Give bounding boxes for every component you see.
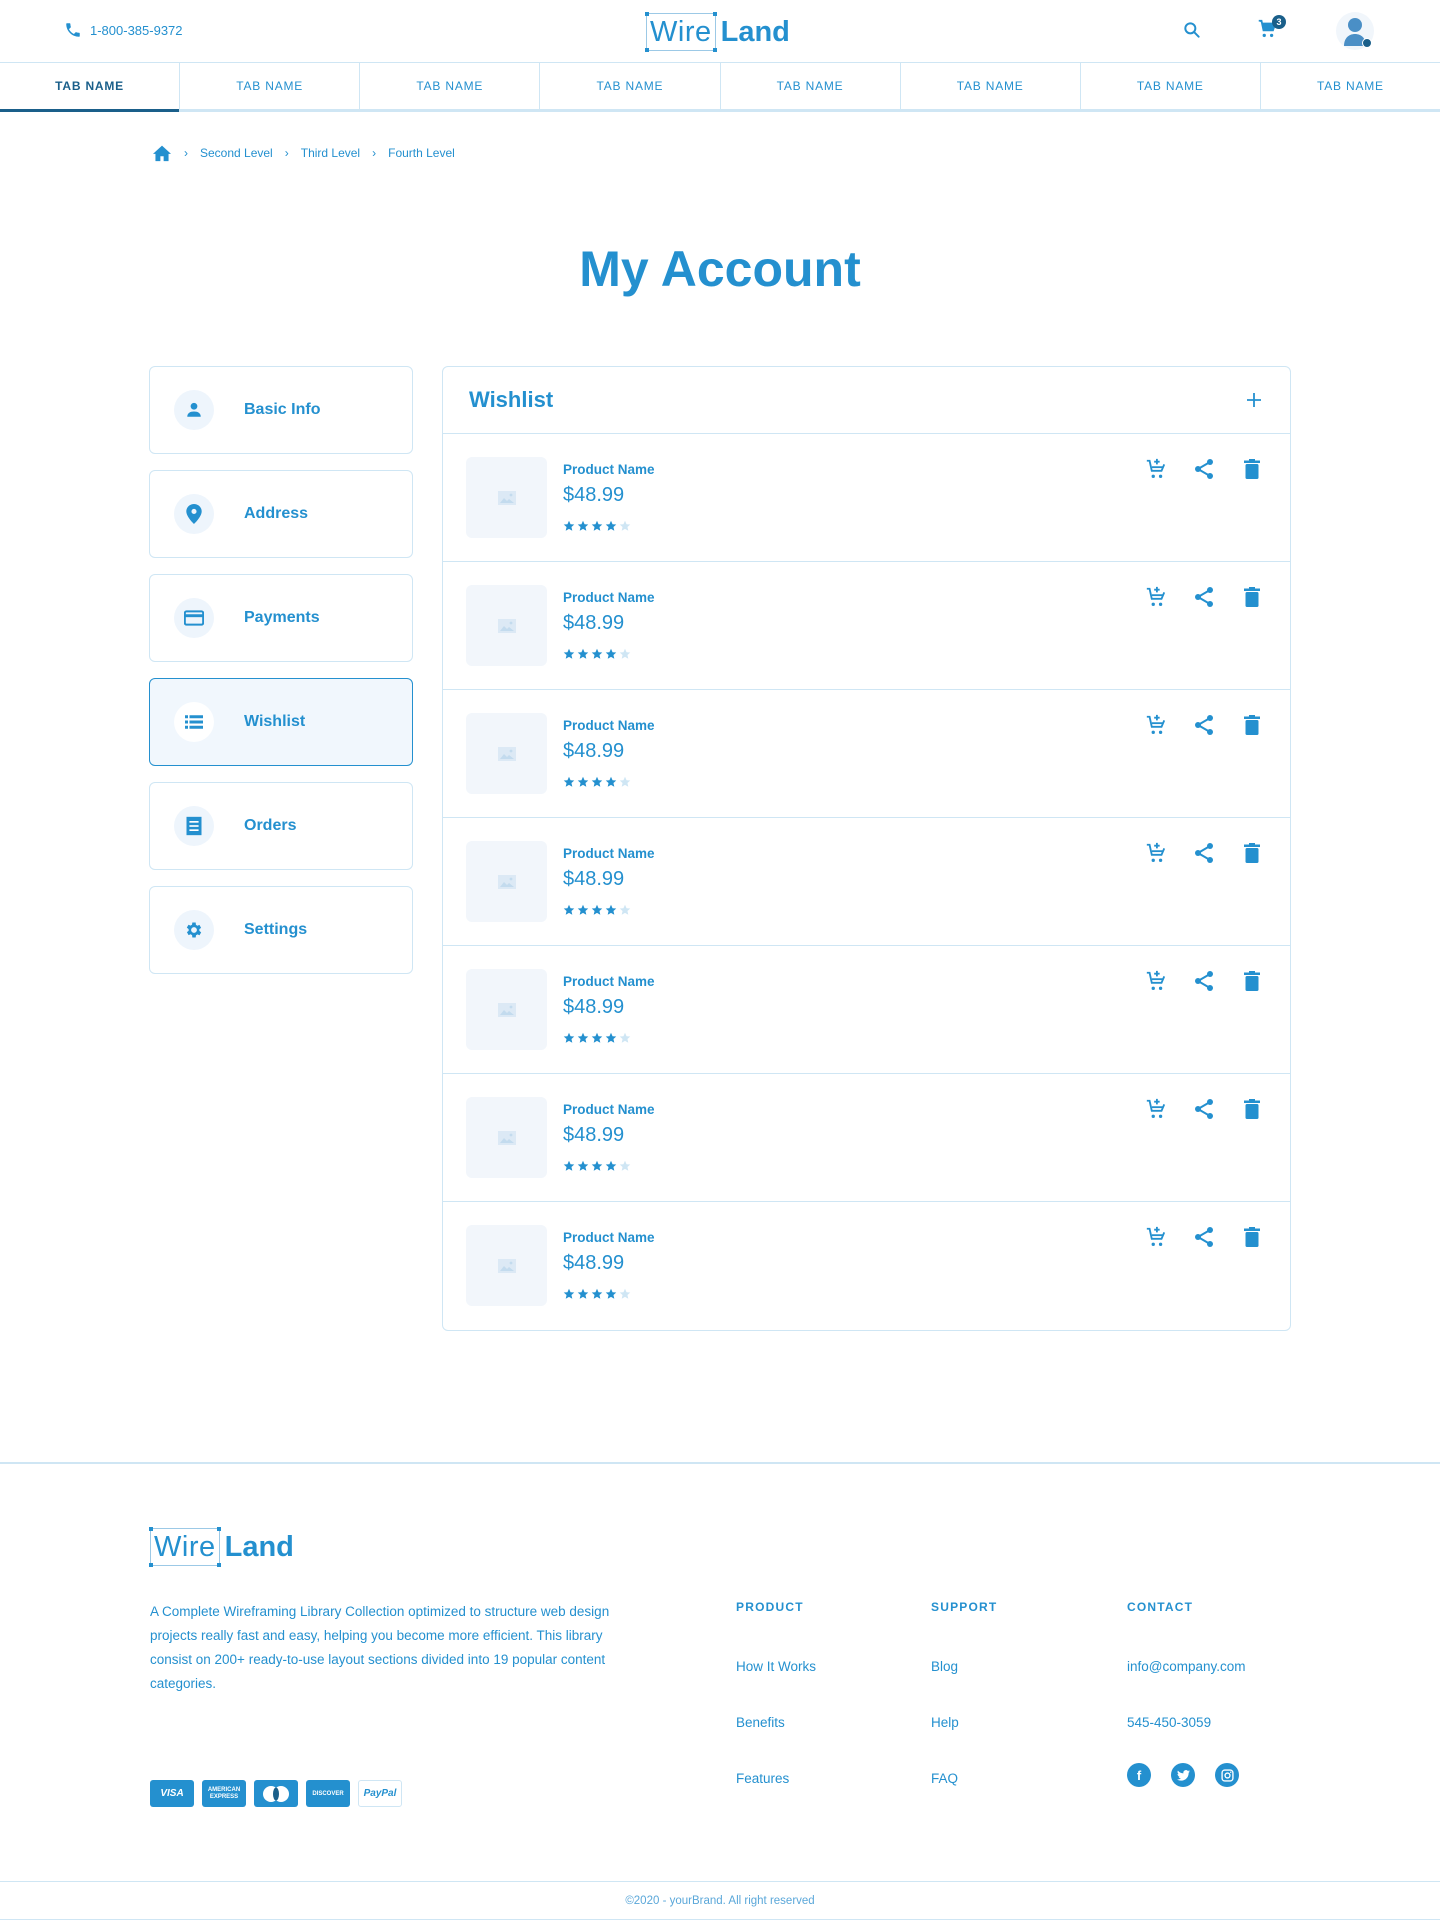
star-filled-icon bbox=[605, 647, 617, 665]
breadcrumb bbox=[152, 144, 455, 162]
star-filled-icon bbox=[577, 519, 589, 537]
star-empty-icon bbox=[619, 647, 631, 665]
star-filled-icon bbox=[563, 1287, 575, 1305]
page-title: My Account bbox=[579, 241, 861, 297]
home-icon[interactable] bbox=[152, 144, 172, 162]
product-name[interactable]: Product Name bbox=[563, 462, 655, 477]
image-icon bbox=[498, 1259, 516, 1273]
gear-icon bbox=[184, 920, 204, 940]
copyright: ©2020 - yourBrand. All right reserved bbox=[625, 1895, 815, 1907]
wishlist-header bbox=[443, 367, 1290, 434]
search-button[interactable] bbox=[1182, 20, 1202, 45]
delete-button[interactable] bbox=[1240, 713, 1264, 737]
footer-column-title: PRODUCT bbox=[736, 1600, 804, 1614]
footer-description: A Complete Wireframing Library Collection optimized to structure web design projects really fast and easy, helping you become more efficient. This library consist on 200+ ready-to-use layout sections divided into 19 popular content categories. bbox=[150, 1604, 610, 1691]
chevron-right-icon: › bbox=[184, 146, 188, 160]
footer-link-help[interactable]: Help bbox=[931, 1715, 959, 1730]
contact-email[interactable]: info@company.com bbox=[1127, 1659, 1246, 1674]
paypal-icon: PayPal bbox=[358, 1780, 402, 1807]
cart-add-icon bbox=[1145, 714, 1167, 736]
tab-8[interactable]: TAB NAME bbox=[1317, 79, 1384, 93]
product-name[interactable]: Product Name bbox=[563, 974, 655, 989]
footer-column-title: CONTACT bbox=[1127, 1600, 1194, 1614]
avatar[interactable] bbox=[1336, 12, 1374, 50]
image-icon bbox=[498, 1003, 516, 1017]
star-filled-icon bbox=[605, 1287, 617, 1305]
tab-5[interactable]: TAB NAME bbox=[721, 63, 901, 109]
star-rating bbox=[563, 775, 631, 793]
star-filled-icon bbox=[563, 519, 575, 537]
logo-land: Land bbox=[720, 15, 790, 48]
facebook-icon[interactable]: f bbox=[1127, 1763, 1151, 1787]
user-icon bbox=[185, 401, 203, 419]
bottom-divider bbox=[0, 1919, 1440, 1920]
star-filled-icon bbox=[605, 775, 617, 793]
product-price: $48.99 bbox=[563, 868, 625, 890]
product-image-placeholder[interactable] bbox=[466, 969, 547, 1050]
contact-phone[interactable]: 545-450-3059 bbox=[1127, 1715, 1212, 1730]
star-empty-icon bbox=[619, 1159, 631, 1177]
sidebar-item-payments[interactable] bbox=[149, 574, 413, 662]
share-button[interactable] bbox=[1192, 1225, 1216, 1249]
delete-button[interactable] bbox=[1240, 457, 1264, 481]
plus-icon bbox=[1247, 393, 1261, 407]
share-icon bbox=[1194, 586, 1214, 608]
product-image-placeholder[interactable] bbox=[466, 713, 547, 794]
delete-button[interactable] bbox=[1240, 1097, 1264, 1121]
footer-column-product bbox=[736, 1600, 816, 1827]
sidebar-item-settings[interactable] bbox=[149, 886, 413, 974]
sidebar-item-wishlist[interactable] bbox=[149, 678, 413, 766]
product-image-placeholder[interactable] bbox=[466, 585, 547, 666]
sidebar-item-label: Orders bbox=[244, 817, 297, 834]
wishlist-title: Wishlist bbox=[469, 387, 554, 412]
item-actions bbox=[1144, 457, 1264, 481]
mastercard-icon bbox=[254, 1780, 298, 1807]
wishlist-item bbox=[443, 818, 1290, 946]
sidebar-item-address[interactable] bbox=[149, 470, 413, 558]
star-filled-icon bbox=[563, 647, 575, 665]
sidebar-item-label: Basic Info bbox=[244, 401, 321, 418]
product-price: $48.99 bbox=[563, 612, 625, 634]
star-empty-icon bbox=[619, 903, 631, 921]
top-bar bbox=[0, 0, 1440, 63]
star-filled-icon bbox=[577, 775, 589, 793]
trash-icon bbox=[1244, 971, 1260, 991]
sidebar-item-label: Address bbox=[244, 505, 309, 522]
product-image-placeholder[interactable] bbox=[466, 1097, 547, 1178]
wishlist-item bbox=[443, 562, 1290, 690]
cart-add-icon bbox=[1145, 842, 1167, 864]
payment-methods bbox=[150, 1780, 402, 1807]
footer-column-title: SUPPORT bbox=[931, 1600, 998, 1614]
sidebar-item-label: Settings bbox=[244, 921, 308, 938]
star-rating bbox=[563, 647, 631, 665]
image-icon bbox=[498, 619, 516, 633]
star-rating bbox=[563, 519, 631, 537]
logo-wire: Wire bbox=[646, 13, 716, 51]
item-actions bbox=[1144, 713, 1264, 737]
star-filled-icon bbox=[577, 903, 589, 921]
share-button[interactable] bbox=[1192, 841, 1216, 865]
item-actions bbox=[1144, 841, 1264, 865]
delete-button[interactable] bbox=[1240, 1225, 1264, 1249]
item-actions bbox=[1144, 585, 1264, 609]
star-empty-icon bbox=[619, 1031, 631, 1049]
share-icon bbox=[1194, 458, 1214, 480]
breadcrumb-third-level[interactable]: Third Level bbox=[300, 146, 361, 160]
footer-link-how-it-works[interactable]: How It Works bbox=[736, 1659, 817, 1674]
product-name[interactable]: Product Name bbox=[563, 846, 655, 861]
product-name[interactable]: Product Name bbox=[563, 590, 655, 605]
twitter-icon[interactable] bbox=[1171, 1763, 1195, 1787]
cart-add-icon bbox=[1145, 1098, 1167, 1120]
footer-column-contact bbox=[1127, 1600, 1246, 1787]
social-links bbox=[1127, 1763, 1246, 1787]
phone-contact[interactable] bbox=[64, 21, 183, 39]
footer-logo[interactable] bbox=[150, 1528, 294, 1566]
star-filled-icon bbox=[563, 775, 575, 793]
tab-7[interactable]: TAB NAME bbox=[1081, 63, 1261, 109]
product-price: $48.99 bbox=[563, 1124, 625, 1146]
star-filled-icon bbox=[605, 1031, 617, 1049]
tab-2[interactable]: TAB NAME bbox=[180, 63, 360, 109]
star-empty-icon bbox=[619, 775, 631, 793]
star-filled-icon bbox=[563, 1159, 575, 1177]
sidebar-item-orders[interactable] bbox=[149, 782, 413, 870]
image-icon bbox=[498, 747, 516, 761]
add-button[interactable] bbox=[1244, 390, 1264, 410]
star-filled-icon bbox=[591, 775, 603, 793]
tab-3[interactable]: TAB NAME bbox=[360, 63, 540, 109]
share-icon bbox=[1194, 714, 1214, 736]
breadcrumb-second-level[interactable]: Second Level bbox=[200, 146, 273, 160]
delete-button[interactable] bbox=[1240, 585, 1264, 609]
wishlist-item bbox=[443, 1074, 1290, 1202]
wishlist-panel bbox=[442, 366, 1291, 1331]
share-button[interactable] bbox=[1192, 713, 1216, 737]
trash-icon bbox=[1244, 587, 1260, 607]
visa-icon: VISA bbox=[150, 1780, 194, 1807]
star-filled-icon bbox=[577, 647, 589, 665]
star-filled-icon bbox=[591, 1159, 603, 1177]
credit-card-icon bbox=[184, 610, 204, 626]
item-actions bbox=[1144, 1097, 1264, 1121]
product-image-placeholder[interactable] bbox=[466, 457, 547, 538]
product-price: $48.99 bbox=[563, 484, 625, 506]
add-to-cart-button[interactable] bbox=[1144, 1097, 1168, 1121]
discover-icon: DISCOVER bbox=[306, 1780, 350, 1807]
cart-add-icon bbox=[1145, 458, 1167, 480]
star-filled-icon bbox=[591, 647, 603, 665]
delete-button[interactable] bbox=[1240, 969, 1264, 993]
image-icon bbox=[498, 491, 516, 505]
product-price: $48.99 bbox=[563, 996, 625, 1018]
footer-link-benefits[interactable]: Benefits bbox=[736, 1715, 785, 1730]
star-filled-icon bbox=[577, 1031, 589, 1049]
location-pin-icon bbox=[186, 504, 202, 524]
wishlist-item bbox=[443, 690, 1290, 818]
product-name[interactable]: Product Name bbox=[563, 1102, 655, 1117]
instagram-icon[interactable] bbox=[1215, 1763, 1239, 1787]
logo-land: Land bbox=[224, 1530, 294, 1563]
cart-add-icon bbox=[1145, 1226, 1167, 1248]
share-icon bbox=[1194, 842, 1214, 864]
item-actions bbox=[1144, 969, 1264, 993]
add-to-cart-button[interactable] bbox=[1144, 1225, 1168, 1249]
wishlist-item bbox=[443, 946, 1290, 1074]
logo-wire: Wire bbox=[150, 1528, 220, 1566]
online-status-dot bbox=[1362, 38, 1372, 48]
list-icon bbox=[185, 715, 203, 729]
phone-icon bbox=[64, 21, 82, 39]
footer-link-faq[interactable]: FAQ bbox=[931, 1771, 959, 1786]
chevron-right-icon: › bbox=[284, 146, 289, 160]
receipt-icon bbox=[185, 816, 203, 836]
star-empty-icon bbox=[619, 519, 631, 537]
footer-column-support bbox=[931, 1600, 997, 1827]
footer-link-blog[interactable]: Blog bbox=[931, 1659, 959, 1674]
add-to-cart-button[interactable] bbox=[1144, 713, 1168, 737]
product-name[interactable]: Product Name bbox=[563, 1230, 655, 1245]
share-icon bbox=[1194, 970, 1214, 992]
trash-icon bbox=[1244, 1099, 1260, 1119]
cart-add-icon bbox=[1145, 586, 1167, 608]
add-to-cart-button[interactable] bbox=[1144, 969, 1168, 993]
star-filled-icon bbox=[591, 519, 603, 537]
tab-1[interactable]: TAB NAME bbox=[0, 63, 180, 109]
item-actions bbox=[1144, 1225, 1264, 1249]
star-rating bbox=[563, 903, 631, 921]
star-filled-icon bbox=[591, 1287, 603, 1305]
cart-button[interactable] bbox=[1256, 17, 1282, 45]
account-sidebar bbox=[149, 366, 413, 990]
phone-number: 1-800-385-9372 bbox=[90, 22, 183, 38]
tab-4[interactable]: TAB NAME bbox=[540, 63, 720, 109]
star-filled-icon bbox=[605, 903, 617, 921]
amex-icon: AMERICAN EXPRESS bbox=[202, 1780, 246, 1807]
share-button[interactable] bbox=[1192, 457, 1216, 481]
product-price: $48.99 bbox=[563, 740, 625, 762]
tab-bar bbox=[0, 63, 1440, 112]
star-filled-icon bbox=[577, 1159, 589, 1177]
wishlist-item bbox=[443, 1202, 1290, 1330]
add-to-cart-button[interactable] bbox=[1144, 585, 1168, 609]
star-rating bbox=[563, 1031, 631, 1049]
star-filled-icon bbox=[577, 1287, 589, 1305]
share-button[interactable] bbox=[1192, 969, 1216, 993]
add-to-cart-button[interactable] bbox=[1144, 841, 1168, 865]
star-filled-icon bbox=[563, 903, 575, 921]
share-button[interactable] bbox=[1192, 585, 1216, 609]
product-image-placeholder[interactable] bbox=[466, 1225, 547, 1306]
breadcrumb-fourth-level[interactable]: Fourth Level bbox=[388, 146, 455, 160]
tab-6[interactable]: TAB NAME bbox=[901, 63, 1081, 109]
footer-divider bbox=[0, 1462, 1440, 1464]
trash-icon bbox=[1244, 715, 1260, 735]
footer-link-features[interactable]: Features bbox=[736, 1771, 790, 1786]
star-empty-icon bbox=[619, 1287, 631, 1305]
star-rating bbox=[563, 1287, 631, 1305]
cart-count-badge: 3 bbox=[1272, 15, 1286, 29]
image-icon bbox=[498, 875, 516, 889]
trash-icon bbox=[1244, 843, 1260, 863]
trash-icon bbox=[1244, 1227, 1260, 1247]
star-filled-icon bbox=[563, 1031, 575, 1049]
product-image-placeholder[interactable] bbox=[466, 841, 547, 922]
product-name[interactable]: Product Name bbox=[563, 718, 655, 733]
share-icon bbox=[1194, 1226, 1214, 1248]
image-icon bbox=[498, 1131, 516, 1145]
wishlist-item bbox=[443, 434, 1290, 562]
star-filled-icon bbox=[605, 519, 617, 537]
share-icon bbox=[1194, 1098, 1214, 1120]
sidebar-item-basic-info[interactable] bbox=[149, 366, 413, 454]
sidebar-item-label: Payments bbox=[244, 609, 320, 626]
logo[interactable] bbox=[646, 13, 790, 51]
star-filled-icon bbox=[591, 903, 603, 921]
product-price: $48.99 bbox=[563, 1252, 625, 1274]
trash-icon bbox=[1244, 459, 1260, 479]
share-button[interactable] bbox=[1192, 1097, 1216, 1121]
sidebar-item-label: Wishlist bbox=[244, 713, 306, 730]
star-rating bbox=[563, 1159, 631, 1177]
chevron-right-icon: › bbox=[372, 146, 377, 160]
delete-button[interactable] bbox=[1240, 841, 1264, 865]
add-to-cart-button[interactable] bbox=[1144, 457, 1168, 481]
star-filled-icon bbox=[605, 1159, 617, 1177]
search-icon bbox=[1182, 20, 1202, 40]
cart-add-icon bbox=[1145, 970, 1167, 992]
copyright-divider bbox=[0, 1881, 1440, 1882]
star-filled-icon bbox=[591, 1031, 603, 1049]
